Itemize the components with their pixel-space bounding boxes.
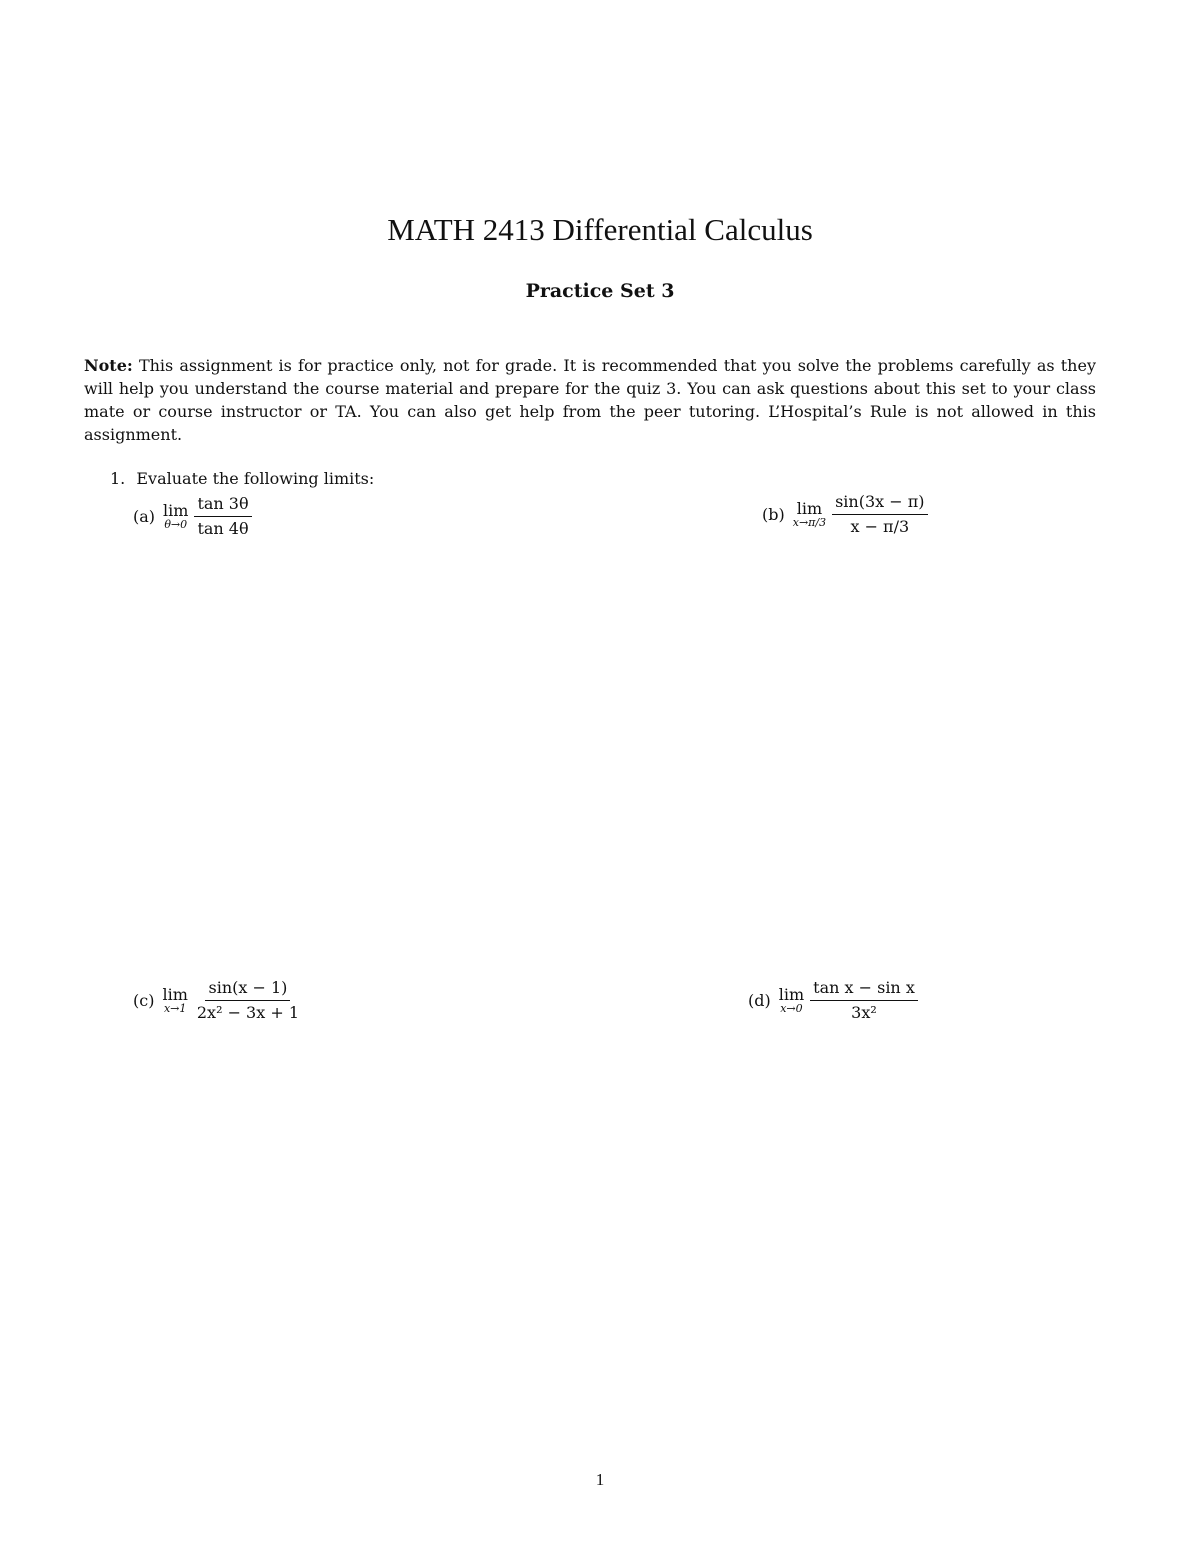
limit-operator (163, 500, 189, 531)
numerator: tan x − sin x (810, 978, 918, 1001)
problem-b (762, 492, 928, 537)
document-title: MATH 2413 Differential Calculus (387, 212, 813, 247)
page-number: 1 (595, 1470, 605, 1489)
limit-approach: x→π/3 (792, 515, 827, 529)
problem-label: (d) (748, 991, 771, 1010)
document-subtitle: Practice Set 3 (525, 280, 675, 302)
problem-c (133, 978, 302, 1023)
limit-approach: x→0 (780, 1001, 803, 1015)
numerator: sin(x − 1) (205, 978, 290, 1001)
lim-text: lim (778, 984, 805, 1004)
note-text: This assignment is for practice only, not for grade. It is recommended that you solve the problems carefully as they will help you understand the course material and prepare for the quiz 3. You can ask questions about this set to your class mate or course instructor or TA. You can also get help from the peer tutoring. L’Hospital’s Rule is not allowed in this assignment. (84, 356, 1096, 444)
denominator: 3x² (851, 1003, 877, 1022)
problem-label: (b) (762, 505, 785, 524)
limit-operator (792, 498, 827, 529)
problem-a (133, 494, 252, 539)
numerator: tan 3θ (194, 494, 251, 517)
fraction (194, 978, 302, 1023)
question-text: Evaluate the following limits: (136, 469, 375, 488)
fraction (810, 978, 918, 1023)
denominator: 2x² − 3x + 1 (196, 1003, 300, 1022)
problem-d (748, 978, 918, 1023)
limit-operator (162, 984, 188, 1015)
problem-label: (c) (133, 991, 155, 1010)
denominator: x − π/3 (850, 517, 910, 536)
numerator: sin(3x − π) (832, 492, 927, 515)
denominator: tan 4θ (197, 519, 249, 538)
lim-text: lim (796, 498, 823, 518)
question-number: 1. (110, 469, 126, 488)
fraction (832, 492, 927, 537)
fraction (194, 494, 251, 539)
limit-approach: θ→0 (164, 517, 188, 531)
lim-text: lim (163, 500, 189, 520)
question-1 (110, 469, 374, 488)
note-label: Note: (84, 356, 133, 375)
problem-label: (a) (133, 507, 156, 526)
note-paragraph (84, 354, 1096, 446)
lim-text: lim (162, 984, 188, 1004)
limit-operator (778, 984, 805, 1015)
limit-approach: x→1 (163, 1001, 187, 1015)
